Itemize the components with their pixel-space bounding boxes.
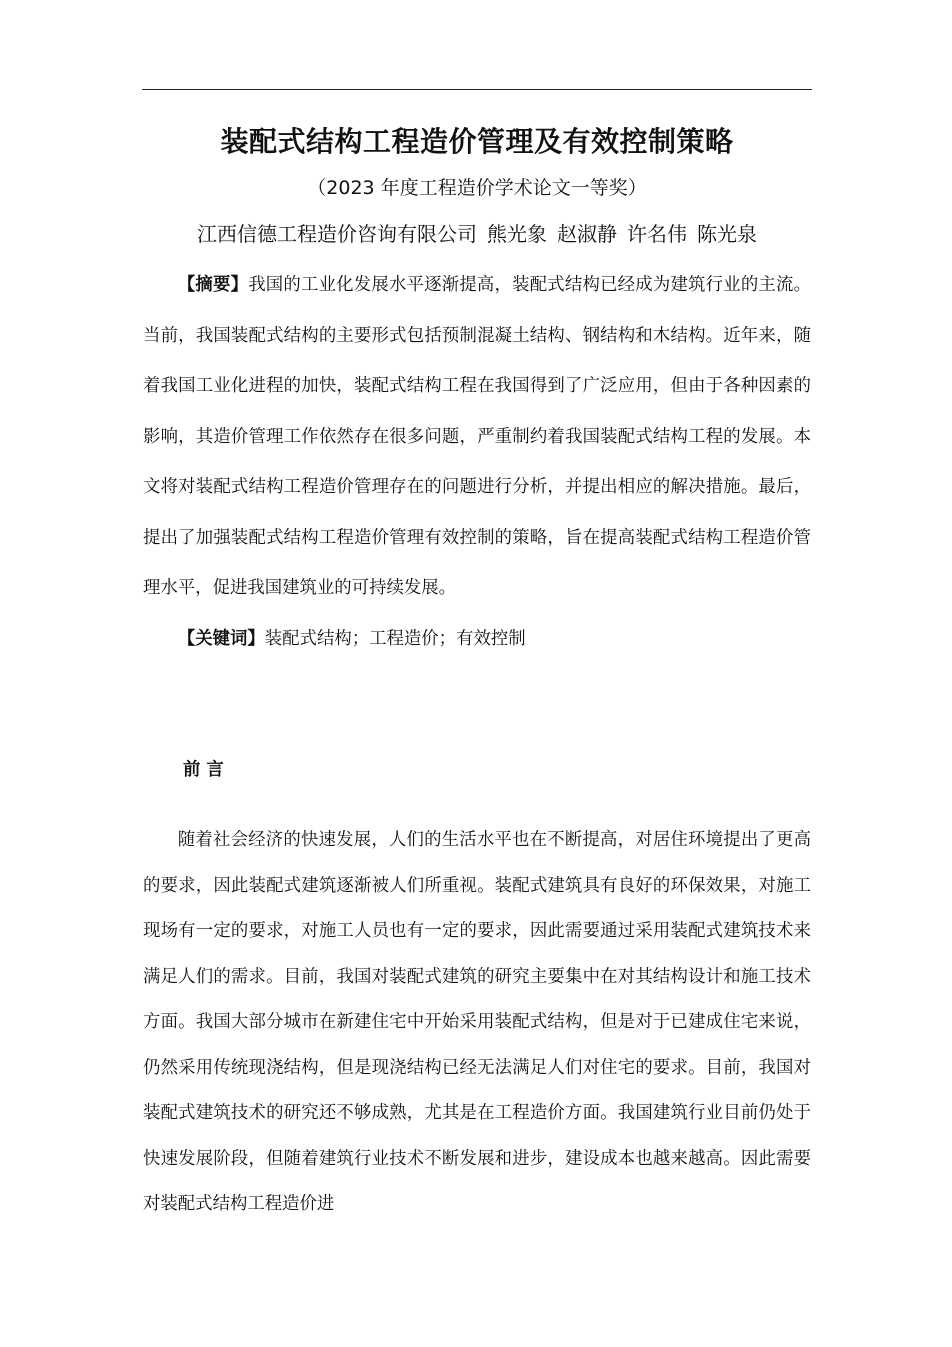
keywords-text: 装配式结构；工程造价；有效控制 [264, 628, 526, 649]
author-name: 赵淑静 [557, 222, 617, 246]
paper-page [143, 116, 811, 1228]
abstract [143, 260, 811, 614]
keywords-label: 【关键词】 [177, 628, 265, 649]
author-name: 陈光泉 [697, 222, 757, 246]
author-line [143, 216, 811, 252]
abstract-label: 【摘要】 [177, 275, 249, 295]
paper-subtitle: （2023 年度工程造价学术论文一等奖） [307, 177, 647, 199]
header-rule [142, 89, 812, 90]
body-paragraph: 随着社会经济的快速发展，人们的生活水平也在不断提高，对居住环境提出了更高的要求，因此装配式建筑逐渐被人们所重视。装配式建筑具有良好的环保效果，对施工现场有一定的要求，对施工人员也有一定的要求，因此需要通过采用装配式建筑技术来满足人们的需求。目前，我国对装配式建筑的研究主要集中在对其结构设计和施工技术方面。我国大部分城市在新建住宅中开始采用装配式结构，但是对于已建成住宅来说，仍然采用传统现浇结构，但是现浇结构已经无法满足人们对住宅的要求。目前，我国对装配式建筑技术的研究还不够成熟，尤其是在工程造价方面。我国建筑行业目前仍处于快速发展阶段，但随着建筑行业技术不断发展和进步，建设成本也越来越高。因此需要对装配式结构工程造价进 [143, 830, 811, 1214]
author-name: 许名伟 [627, 222, 687, 246]
author-name: 熊光象 [487, 222, 547, 246]
keywords [143, 614, 811, 665]
affiliation: 江西信德工程造价咨询有限公司 [197, 222, 477, 246]
paper-title: 装配式结构工程造价管理及有效控制策略 [220, 125, 734, 158]
abstract-text: 我国的工业化发展水平逐渐提高，装配式结构已经成为建筑行业的主流。当前，我国装配式结构的主要形式包括预制混凝土结构、钢结构和木结构。近年来，随着我国工业化进程的加快，装配式结构工程在我国得到了广泛应用，但由于各种因素的影响，其造价管理工作依然存在很多问题，严重制约着我国装配式结构工程的发展。本文将对装配式结构工程造价管理存在的问题进行分析，并提出相应的解决措施。最后，提出了加强装配式结构工程造价管理有效控制的策略，旨在提高装配式结构工程造价管理水平，促进我国建筑业的可持续发展。 [143, 275, 811, 598]
section-heading-preface: 前言 [183, 760, 230, 780]
